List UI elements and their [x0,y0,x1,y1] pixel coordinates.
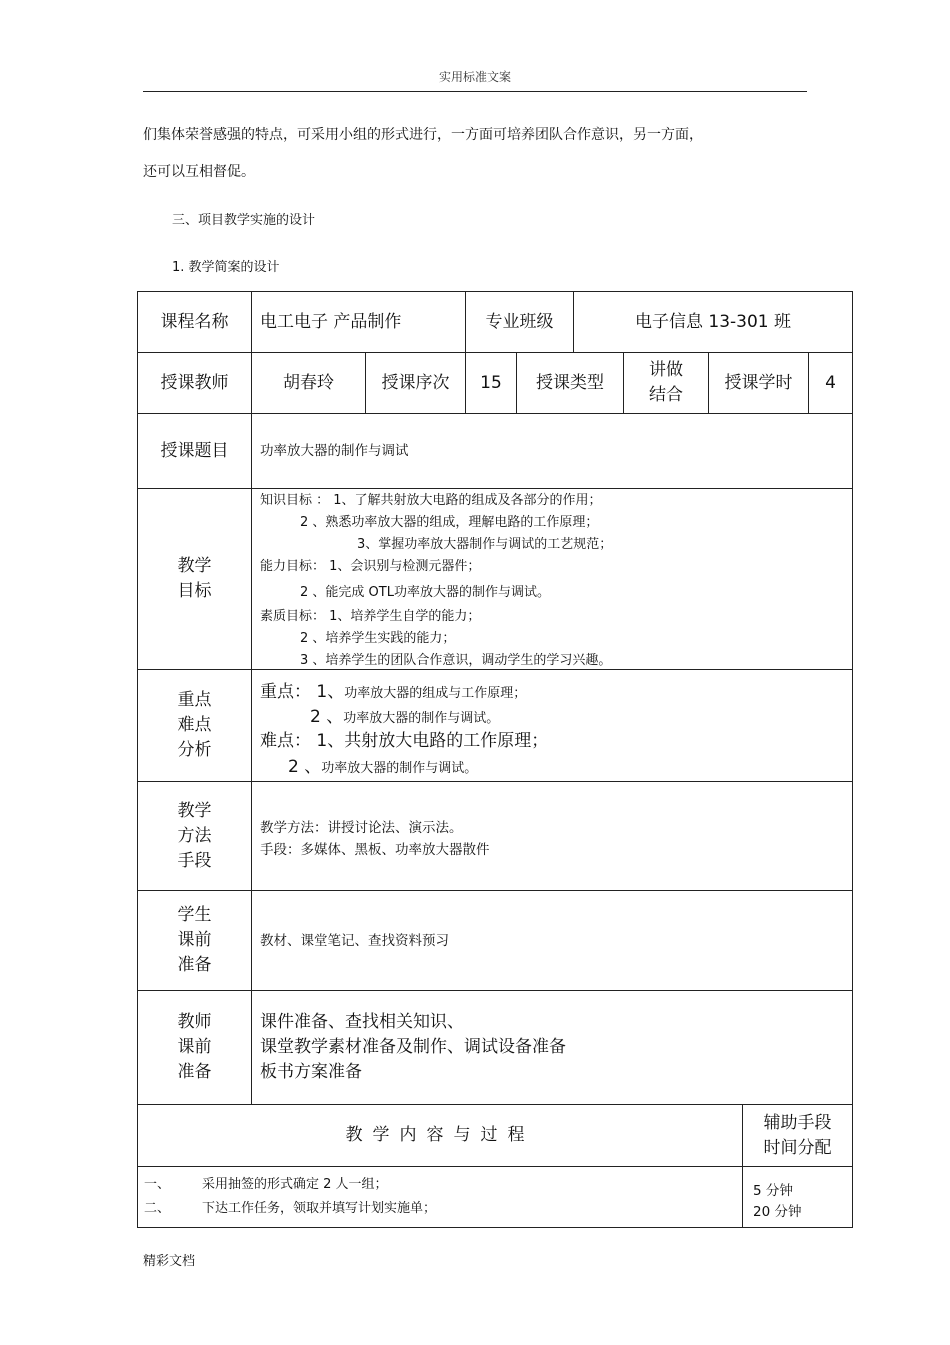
class-value: 电子信息 13-301 班 [573,291,853,353]
process-row-time: 20 分钟 [753,1204,802,1220]
objectives-label-1: 教学 [177,556,212,576]
teacher-prep-content [251,990,853,1105]
objectives-content [251,488,853,670]
difficulty-2-prefix: 2 、 [288,757,322,777]
objective-line: 2 、能完成 OTL功率放大器的制作与调试。 [300,585,550,600]
intro-line-1: 们集体荣誉感强的特点，可采用小组的形式进行，一方面可培养团队合作意识，另一方面， [143,127,703,143]
student-prep-label-1: 学生 [177,905,212,925]
header-rule [143,91,807,92]
hours-label: 授课学时 [708,352,809,414]
process-row-time: 5 分钟 [753,1183,793,1199]
student-prep-label-2: 课前 [177,930,212,950]
section-heading: 三、项目教学实施的设计 [172,213,316,228]
teacher-prep-line-1: 课件准备、查找相关知识、 [260,1012,464,1032]
objective-line: 素质目标： 1、培养学生自学的能力； [260,609,481,624]
objective-line: 2 、培养学生实践的能力； [300,631,456,646]
teacher-prep-label [137,990,252,1105]
keypoints-content [251,669,853,782]
keypoints-label-1: 重点 [177,690,212,710]
key-point-2-prefix: 2 、 [310,707,344,727]
teacher-prep-label-2: 课前 [177,1037,212,1057]
aux-header-line-1: 辅助手段 [763,1112,832,1133]
keypoints-label-3: 分析 [177,740,212,760]
difficulty-2-text: 功率放大器的制作与调试。 [321,761,478,776]
subsection-heading: 1. 教学简案的设计 [172,260,280,275]
course-name-label: 课程名称 [137,291,252,353]
teacher-prep-label-1: 教师 [177,1012,212,1032]
type-value-line-1: 讲做 [649,360,683,380]
objective-line: 能力目标： 1、会识别与检测元器件； [260,559,481,574]
sequence-value: 15 [465,352,517,414]
keypoints-label-2: 难点 [177,715,212,735]
methods-label-1: 教学 [177,800,212,821]
teacher-prep-line-2: 课堂教学素材准备及制作、调试设备准备 [260,1037,566,1057]
aux-header-line-2: 时间分配 [763,1137,832,1158]
key-point-2-text: 功率放大器的制作与调试。 [343,711,500,726]
page-header: 实用标准文案 [438,70,511,84]
methods-label-3: 手段 [177,850,212,871]
methods-content [251,781,853,891]
topic-label: 授课题目 [137,413,252,489]
key-point-1 [260,677,526,702]
objective-line: 知识目标 ： 1、了解共射放大电路的组成及各部分的作用； [260,493,602,508]
process-row-num: 二、 [144,1201,171,1216]
objective-line: 3 、培养学生的团队合作意识，调动学生的学习兴趣。 [300,653,612,668]
methods-label [137,781,252,891]
key-point-text: 功率放大器的组成与工作原理； [344,686,527,701]
process-title: 教学内容与过程 [137,1104,743,1167]
course-name-value: 电工电子 产品制作 [251,291,466,353]
student-prep-label-3: 准备 [177,955,212,975]
methods-label-2: 方法 [177,825,212,846]
methods-line-2: 手段：多媒体、黑板、功率放大器散件 [260,842,490,858]
process-row-text: 下达工作任务，领取并填写计划实施单； [202,1201,437,1216]
type-label: 授课类型 [516,352,624,414]
type-value [623,352,709,414]
student-prep-label [137,890,252,991]
methods-line-1: 教学方法：讲授讨论法、演示法。 [260,820,463,836]
objective-line: 3、掌握功率放大器制作与调试的工艺规范； [357,537,613,552]
objectives-label-2: 目标 [177,581,212,601]
difficulty-2 [288,752,477,777]
process-time-content [742,1166,853,1228]
class-label: 专业班级 [465,291,574,353]
key-point-2 [310,702,499,727]
objectives-label [137,488,252,670]
intro-line-2: 还可以互相督促。 [143,164,255,180]
key-point-prefix: 重点： 1、 [260,682,345,702]
student-prep-value: 教材、课堂笔记、查找资料预习 [251,890,853,991]
sequence-label: 授课序次 [365,352,466,414]
difficulty-1: 难点： 1、共射放大电路的工作原理； [260,731,549,751]
teacher-prep-label-3: 准备 [177,1062,212,1082]
aux-header [742,1104,853,1167]
keypoints-label [137,669,252,782]
type-value-line-2: 结合 [649,385,683,405]
objective-line: 2 、熟悉功率放大器的组成，理解电路的工作原理； [300,515,599,530]
teacher-label: 授课教师 [137,352,252,414]
process-row-num: 一、 [144,1177,171,1192]
teacher-value: 胡春玲 [251,352,366,414]
process-row-text: 采用抽签的形式确定 2 人一组； [202,1177,388,1192]
topic-value: 功率放大器的制作与调试 [251,413,853,489]
teacher-prep-line-3: 板书方案准备 [260,1062,362,1082]
process-content [137,1166,743,1228]
hours-value: 4 [808,352,853,414]
page-footer: 精彩文档 [143,1254,196,1269]
